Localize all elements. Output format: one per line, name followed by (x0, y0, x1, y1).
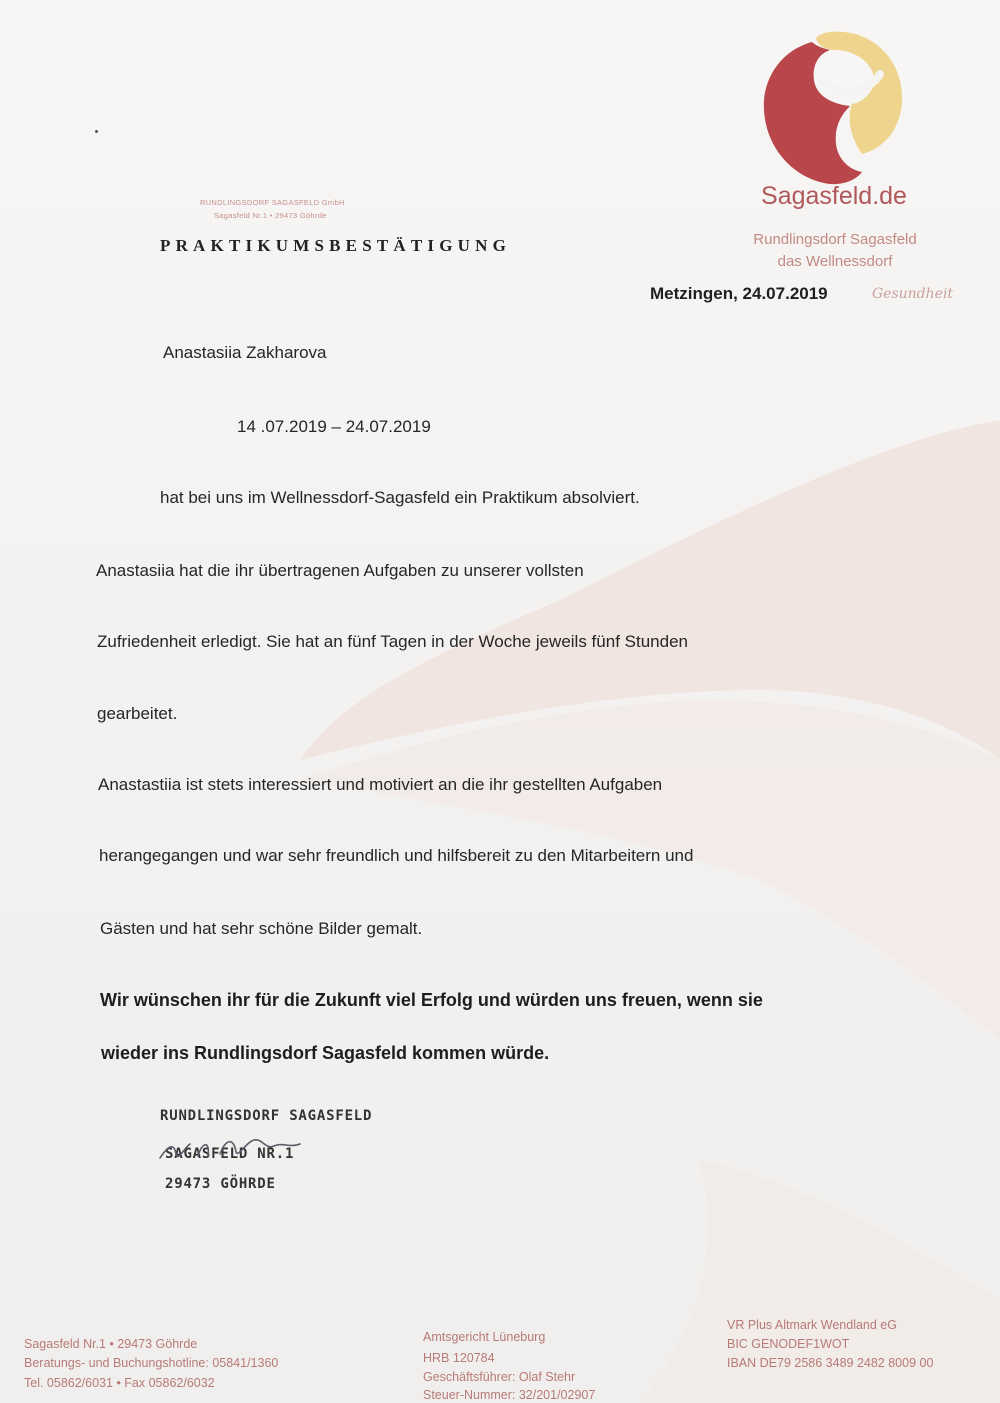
footer-bank: VR Plus Altmark Wendland eG (727, 1318, 897, 1332)
place-and-date: Metzingen, 24.07.2019 (650, 284, 828, 303)
paragraph-3-line-3: Gästen und hat sehr schöne Bilder gemalt. (100, 919, 423, 938)
footer-iban: IBAN DE79 2586 3489 2482 8009 00 (727, 1356, 934, 1370)
paragraph-1: hat bei uns im Wellnessdorf-Sagasfeld ein Praktikum absolviert. (160, 488, 640, 507)
recipient-name: Anastasiia Zakharova (163, 343, 327, 362)
signature-icon (150, 1128, 330, 1168)
footer-hotline: Beratungs- und Buchungshotline: 05841/1360 (24, 1356, 279, 1370)
company-stamp-line-2: SAGASFELD NR.1 (165, 1146, 295, 1162)
sender-address-name: RUNDLINGSDORF SAGASFELD GmbH (200, 198, 345, 207)
footer-address: Sagasfeld Nr.1 • 29473 Göhrde (24, 1337, 198, 1351)
footer-manager: Geschäftsführer: Olaf Stehr (423, 1370, 576, 1384)
footer-tax-number: Steuer-Nummer: 32/201/02907 (423, 1388, 596, 1402)
document-title: PRAKTIKUMSBESTÄTIGUNG (160, 236, 512, 255)
paragraph-2-line-3: gearbeitet. (97, 704, 178, 723)
closing-line-2: wieder ins Rundlingsdorf Sagasfeld kommen würde. (101, 1043, 550, 1063)
sender-address-street: Sagasfeld Nr.1 • 29473 Göhrde (214, 211, 327, 220)
paragraph-3-line-2: herangegangen und war sehr freundlich und hilfsbereit zu den Mitarbeitern und (99, 846, 694, 865)
brand-tagline-1: Rundlingsdorf Sagasfeld (753, 231, 917, 248)
handwritten-note: Gesundheit (872, 286, 954, 302)
closing-line-1: Wir wünschen ihr für die Zukunft viel Erfolg und würden uns freuen, wenn sie (100, 990, 763, 1010)
brand-tagline-2: das Wellnessdorf (777, 253, 893, 270)
footer-bic: BIC GENODEF1WOT (727, 1337, 850, 1351)
footer-phone-fax: Tel. 05862/6031 • Fax 05862/6032 (24, 1376, 215, 1390)
sagasfeld-logo-icon (752, 20, 912, 190)
paragraph-3-line-1: Anastastiia ist stets interessiert und motiviert an die ihr gestellten Aufgaben (98, 775, 663, 794)
company-stamp-line-1: RUNDLINGSDORF SAGASFELD (160, 1108, 373, 1124)
company-stamp-line-3: 29473 GÖHRDE (165, 1176, 276, 1192)
speck (95, 130, 98, 133)
footer-registry: HRB 120784 (423, 1351, 495, 1365)
footer-court: Amtsgericht Lüneburg (423, 1330, 546, 1344)
paragraph-2-line-2: Zufriedenheit erledigt. Sie hat an fünf Tagen in der Woche jeweils fünf Stunden (97, 632, 688, 651)
brand-name: Sagasfeld.de (761, 182, 907, 210)
paragraph-2-line-1: Anastasiia hat die ihr übertragenen Aufgaben zu unserer vollsten (96, 561, 584, 580)
internship-period: 14 .07.2019 – 24.07.2019 (237, 417, 431, 436)
